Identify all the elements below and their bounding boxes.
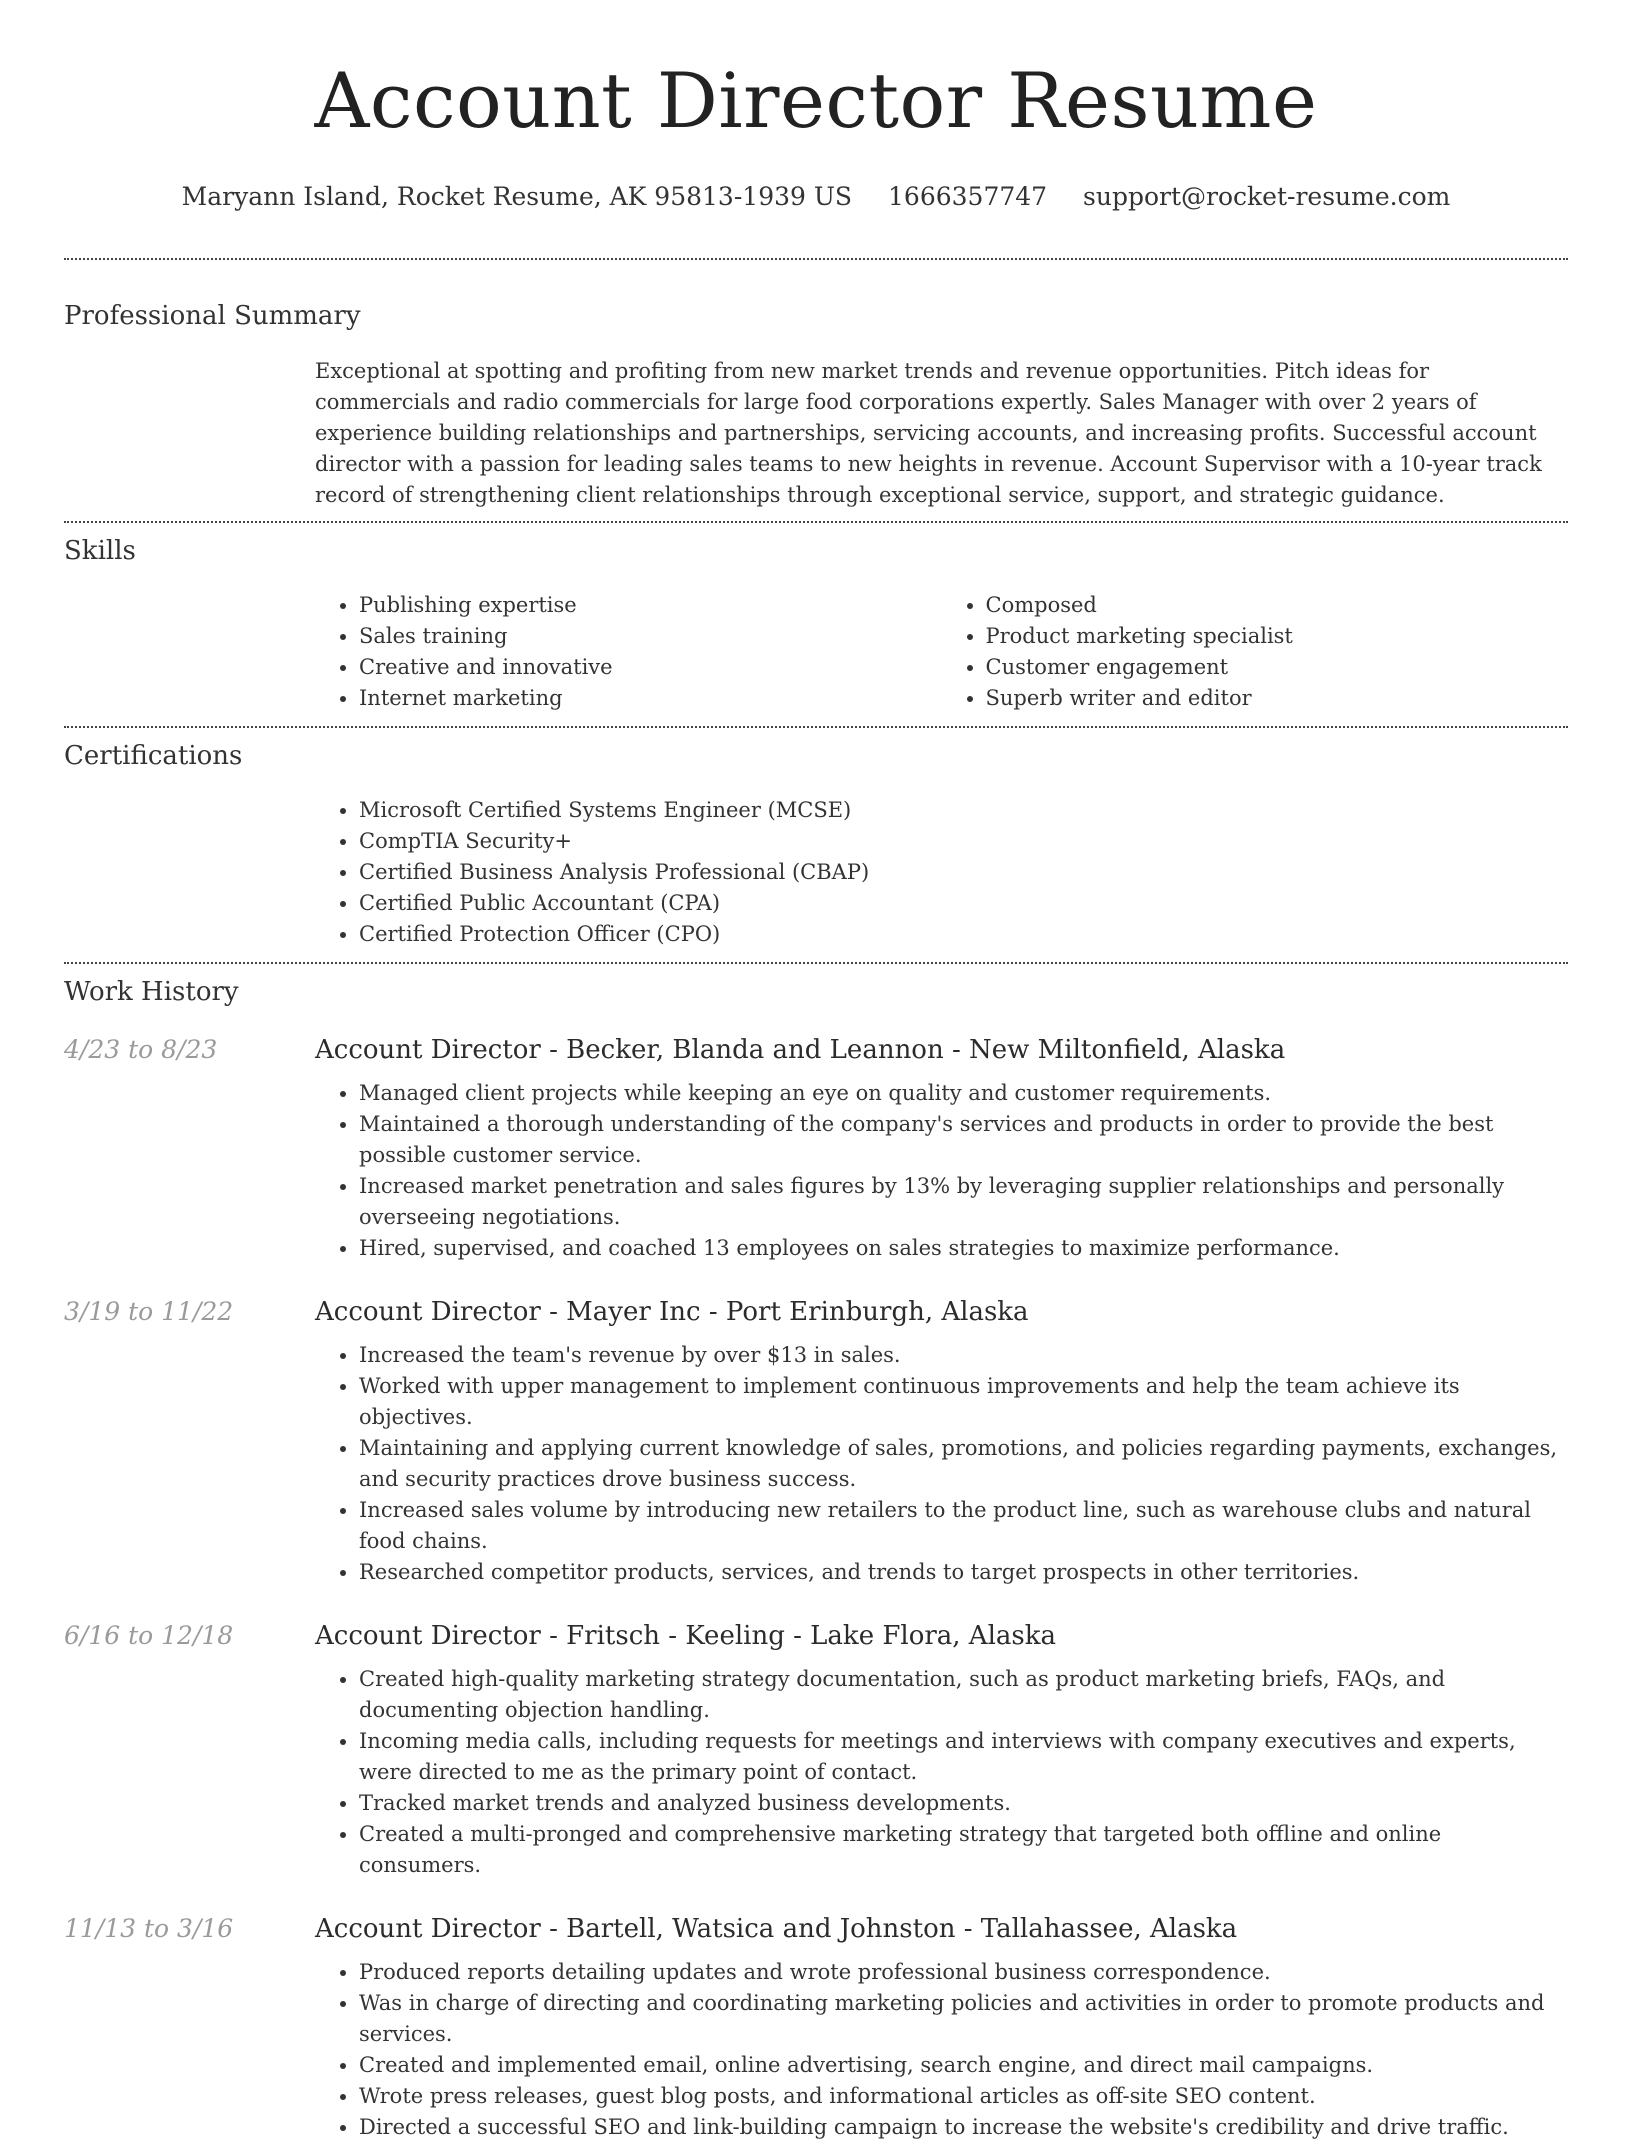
- job-details: [315, 1913, 1568, 2143]
- skill-item: • Sales training: [359, 621, 942, 652]
- job-bullets: [315, 1340, 1568, 1588]
- skills-column-left: [315, 590, 942, 714]
- certification-item: • CompTIA Security+: [359, 826, 1568, 857]
- skills-list: [315, 590, 1568, 714]
- skill-item: • Superb writer and editor: [986, 683, 1569, 714]
- contact-line: [64, 182, 1568, 212]
- job-entry: [64, 1296, 1568, 1588]
- job-bullet: • Produced reports detailing updates and wrote professional business correspondence.: [359, 1957, 1568, 1988]
- work-history-section: [64, 976, 1568, 2143]
- skill-item: • Customer engagement: [986, 652, 1569, 683]
- job-bullet: • Managed client projects while keeping an eye on quality and customer requirements.: [359, 1078, 1568, 1109]
- page-title: Account Director Resume: [314, 56, 1318, 145]
- skills-section: [64, 535, 1568, 714]
- job-dates: 11/13 to 3/16: [64, 1914, 234, 1943]
- contact-phone: 1666357747: [888, 182, 1048, 211]
- job-bullet: • Researched competitor products, services, and trends to target prospects in other territories.: [359, 1557, 1568, 1588]
- job-entry: [64, 1913, 1568, 2143]
- divider: [64, 521, 1568, 523]
- job-dates: 6/16 to 12/18: [64, 1621, 234, 1650]
- job-bullet: • Increased sales volume by introducing new retailers to the product line, such as warehouse clubs and natural food chains.: [359, 1495, 1568, 1557]
- job-bullets: [315, 1664, 1568, 1881]
- job-title: Account Director - Fritsch - Keeling - Lake Flora, Alaska: [315, 1621, 1056, 1651]
- job-title: Account Director - Mayer Inc - Port Erinburgh, Alaska: [315, 1297, 1029, 1327]
- job-bullet: • Increased the team's revenue by over $13 in sales.: [359, 1340, 1568, 1371]
- certifications-list: [315, 795, 1568, 950]
- job-dates: 3/19 to 11/22: [64, 1297, 234, 1326]
- job-bullet: • Tracked market trends and analyzed business developments.: [359, 1788, 1568, 1819]
- job-bullets: [315, 1078, 1568, 1264]
- skill-item: • Publishing expertise: [359, 590, 942, 621]
- job-bullet: • Directed a successful SEO and link-building campaign to increase the website's credibility and drive traffic.: [359, 2112, 1568, 2143]
- job-title: Account Director - Bartell, Watsica and Johnston - Tallahassee, Alaska: [315, 1914, 1238, 1944]
- job-details: [315, 1034, 1568, 1264]
- job-bullet: • Created a multi-pronged and comprehensive marketing strategy that targeted both offline and online consumers.: [359, 1819, 1568, 1881]
- job-bullet: • Created and implemented email, online advertising, search engine, and direct mail campaigns.: [359, 2050, 1568, 2081]
- certifications-section: [64, 740, 1568, 950]
- divider: [64, 962, 1568, 964]
- skill-item: • Internet marketing: [359, 683, 942, 714]
- divider: [64, 258, 1568, 260]
- job-bullet: • Maintaining and applying current knowledge of sales, promotions, and policies regarding payments, exchanges, and security practices drove business success.: [359, 1433, 1568, 1495]
- work-history-heading: Work History: [64, 977, 239, 1007]
- certifications-heading: Certifications: [64, 741, 243, 771]
- summary-section: [64, 300, 1568, 511]
- job-entry: [64, 1620, 1568, 1881]
- skill-item: • Creative and innovative: [359, 652, 942, 683]
- job-bullet: • Incoming media calls, including requests for meetings and interviews with company executives and experts, were directed to me as the primary point of contact.: [359, 1726, 1568, 1788]
- job-bullet: • Hired, supervised, and coached 13 employees on sales strategies to maximize performance.: [359, 1233, 1568, 1264]
- skill-item: • Product marketing specialist: [986, 621, 1569, 652]
- job-details: [315, 1296, 1568, 1588]
- summary-heading: Professional Summary: [64, 301, 361, 331]
- job-bullet: • Increased market penetration and sales figures by 13% by leveraging supplier relationships and personally overseeing negotiations.: [359, 1171, 1568, 1233]
- certification-item: • Certified Protection Officer (CPO): [359, 919, 1568, 950]
- contact-address: Maryann Island, Rocket Resume, AK 95813-1939 US: [181, 182, 853, 211]
- summary-text: Exceptional at spotting and profiting from new market trends and revenue opportunities. Pitch ideas for commercials and radio commercials for large food corporations expertly. Sales Manager with over 2 years of experience building relationships and partnerships, servicing accounts, and increasing profits. Successful account director with a passion for leading sales teams to new heights in revenue. Account Supervisor with a 10-year track record of strengthening client relationships through exceptional service, support, and strategic guidance.: [315, 359, 1542, 507]
- job-bullet: • Created high-quality marketing strategy documentation, such as product marketing briefs, FAQs, and documenting objection handling.: [359, 1664, 1568, 1726]
- job-details: [315, 1620, 1568, 1881]
- job-bullet: • Wrote press releases, guest blog posts, and informational articles as off-site SEO content.: [359, 2081, 1568, 2112]
- job-dates: 4/23 to 8/23: [64, 1035, 218, 1064]
- skills-heading: Skills: [64, 536, 136, 566]
- job-entry: [64, 1034, 1568, 1264]
- divider: [64, 726, 1568, 728]
- skill-item: • Composed: [986, 590, 1569, 621]
- job-bullets: [315, 1957, 1568, 2143]
- job-bullet: • Was in charge of directing and coordinating marketing policies and activities in order to promote products and services.: [359, 1988, 1568, 2050]
- job-bullet: • Worked with upper management to implement continuous improvements and help the team achieve its objectives.: [359, 1371, 1568, 1433]
- certification-item: • Certified Public Accountant (CPA): [359, 888, 1568, 919]
- certification-item: • Certified Business Analysis Professional (CBAP): [359, 857, 1568, 888]
- job-title: Account Director - Becker, Blanda and Leannon - New Miltonfield, Alaska: [315, 1035, 1286, 1065]
- skills-column-right: [942, 590, 1569, 714]
- contact-email[interactable]: support@rocket-resume.com: [1083, 182, 1451, 211]
- certification-item: • Microsoft Certified Systems Engineer (MCSE): [359, 795, 1568, 826]
- job-bullet: • Maintained a thorough understanding of the company's services and products in order to provide the best possible customer service.: [359, 1109, 1568, 1171]
